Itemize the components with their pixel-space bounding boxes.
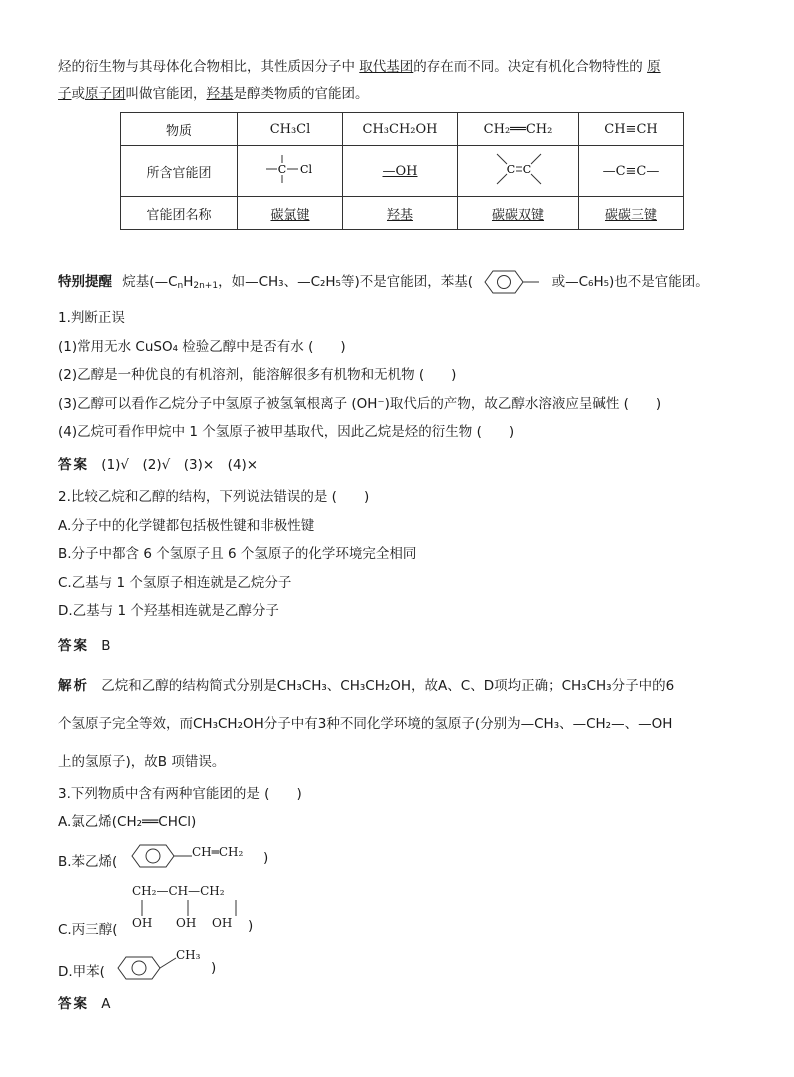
hydroxyl-label: OH	[176, 916, 197, 930]
question-item: (3)乙醇可以看作乙烷分子中氢原子被氢氧根离子 (OH⁻)取代后的产物，故乙醇水溶液应呈碱性 ( )	[58, 395, 662, 412]
triple-bond-cell: —C≡C—	[579, 146, 684, 197]
analysis-line-3: 上的氢原子)，故B 项错误。	[58, 754, 226, 770]
table-row	[121, 146, 684, 197]
analysis-text: 乙烷和乙醇的结构简式分别是CH₃CH₃、CH₃CH₂OH，故A、C、D项均正确；CH₃CH₃分子中的6	[101, 678, 675, 694]
group-name: 羟基	[386, 207, 413, 223]
answer-label: 答案	[58, 456, 89, 473]
intro-text: 叫做官能团，	[125, 86, 207, 102]
answer-text: A	[101, 996, 111, 1012]
question-title: 3.下列物质中含有两种官能团的是 ( )	[58, 786, 302, 802]
chlorine-label: Cl	[300, 163, 312, 176]
option-c: C.乙基与 1 个氢原子相连就是乙烷分子	[58, 574, 292, 591]
question-title: 2.比较乙烷和乙醇的结构，下列说法错误的是 ( )	[58, 489, 370, 505]
tip-subscript: 2n+1	[193, 281, 219, 291]
vinyl-group: CH═CH₂	[192, 845, 244, 859]
option-label: D.甲苯(	[58, 964, 105, 980]
question-1	[58, 304, 661, 480]
question-item: (4)乙烷可看作甲烷中 1 个氢原子被甲基取代，因此乙烷是烃的衍生物 ( )	[58, 424, 515, 441]
table-cell	[579, 197, 684, 230]
carbon-chlorine-bond-structure	[238, 146, 343, 197]
phenyl-ring-icon	[481, 268, 543, 296]
answer-line	[58, 991, 111, 1017]
intro-underline-term: 子	[58, 86, 72, 102]
table-header-cell: 物质	[121, 113, 238, 146]
hydroxyl-label: OH	[132, 916, 153, 930]
table-header-cell: CH₃CH₂OH	[343, 113, 458, 146]
table-header-cell: CH≡CH	[579, 113, 684, 146]
option-a: A.氯乙烯(CH₂══CHCl)	[58, 814, 197, 830]
table-row	[121, 197, 684, 230]
tip-text: H	[183, 274, 194, 290]
group-name: 碳碳三键	[604, 207, 657, 223]
intro-text: 烃的衍生物与其母体化合物相比，其性质因分子中	[58, 59, 355, 75]
answer-text: (1)√ (2)√ (3)× (4)×	[101, 456, 259, 473]
question-title: 1.判断正误	[58, 310, 125, 326]
analysis-line-1	[58, 667, 674, 705]
answer-line	[58, 451, 661, 480]
carbon-double-bond-structure	[458, 146, 579, 197]
option-paren: )	[211, 960, 217, 976]
option-d: D.乙基与 1 个羟基相连就是乙醇分子	[58, 603, 279, 619]
intro-underline-term: 原	[647, 59, 661, 75]
table-row-label: 所含官能团	[121, 146, 238, 197]
answer-line	[58, 632, 416, 661]
table-header-cell: CH₃Cl	[238, 113, 343, 146]
glycerol-chain: CH₂—CH—CH₂	[132, 884, 225, 898]
c-c-double-bond-icon	[483, 148, 553, 190]
hydroxyl-group: —OH	[382, 163, 418, 179]
methyl-group: CH₃	[176, 948, 201, 962]
question-item: (2)乙醇是一种优良的有机溶剂，能溶解很多有机物和无机物 ( )	[58, 367, 457, 384]
option-paren: )	[263, 850, 269, 866]
tip-text: ，如—CH₃、—C₂H₅等)不是官能团，苯基(	[218, 274, 474, 290]
table-cell	[458, 197, 579, 230]
glycerol-bonds-icon	[132, 898, 262, 918]
question-item: (1)常用无水 CuSO₄ 检验乙醇中是否有水 ( )	[58, 338, 346, 355]
special-tip	[58, 268, 709, 296]
functional-group-table	[120, 112, 684, 230]
analysis	[58, 667, 674, 781]
table-header-cell: CH₂══CH₂	[458, 113, 579, 146]
table-header-row	[121, 113, 684, 146]
intro-underline-term: 原子团	[85, 86, 126, 102]
group-name: 碳氯键	[270, 207, 310, 223]
analysis-label: 解析	[58, 678, 89, 694]
question-2	[58, 483, 416, 660]
carbon-label: C	[506, 163, 516, 176]
c-cl-structure-icon	[260, 149, 320, 189]
option-c	[58, 884, 318, 940]
carbon-label: C	[522, 163, 532, 176]
benzene-ring-icon	[128, 842, 194, 874]
intro-text: 的存在而不同。决定有机化合物特性的	[413, 59, 643, 75]
table-row-label: 官能团名称	[121, 197, 238, 230]
option-b: B.分子中都含 6 个氢原子且 6 个氢原子的化学环境完全相同	[58, 546, 417, 562]
hydroxyl-label: OH	[212, 916, 233, 930]
tip-label: 特别提醒	[58, 274, 112, 290]
toluene-ring-icon	[114, 950, 184, 982]
table-cell	[238, 197, 343, 230]
intro-text: 或	[71, 86, 85, 102]
tip-text: 烷基(—C	[122, 274, 178, 290]
answer-label: 答案	[58, 637, 89, 654]
intro-text: 是醇类物质的官能团。	[233, 86, 369, 102]
analysis-line-2: 个氢原子完全等效，而CH₃CH₂OH分子中有3种不同化学环境的氢原子(分别为—CH₃、—CH₂—、—OH	[58, 716, 673, 732]
option-label: C.丙三醇(	[58, 922, 118, 938]
option-paren: )	[248, 918, 254, 934]
hydroxyl-group-cell	[343, 146, 458, 197]
option-label: B.苯乙烯(	[58, 854, 118, 870]
intro-underline-term: 羟基	[206, 86, 234, 102]
intro-underline-term: 取代基团	[359, 59, 414, 75]
group-name: 碳碳双键	[491, 207, 544, 223]
intro-line-1	[58, 54, 661, 80]
answer-label: 答案	[58, 996, 89, 1012]
tip-text: 或—C₆H₅)也不是官能团。	[551, 274, 709, 290]
answer-text: B	[101, 637, 111, 654]
tip-subscript: n	[177, 281, 184, 291]
option-d	[58, 948, 258, 984]
option-a: A.分子中的化学键都包括极性键和非极性键	[58, 517, 315, 534]
intro-line-2	[58, 81, 369, 107]
table-cell	[343, 197, 458, 230]
carbon-label: C	[277, 163, 287, 176]
